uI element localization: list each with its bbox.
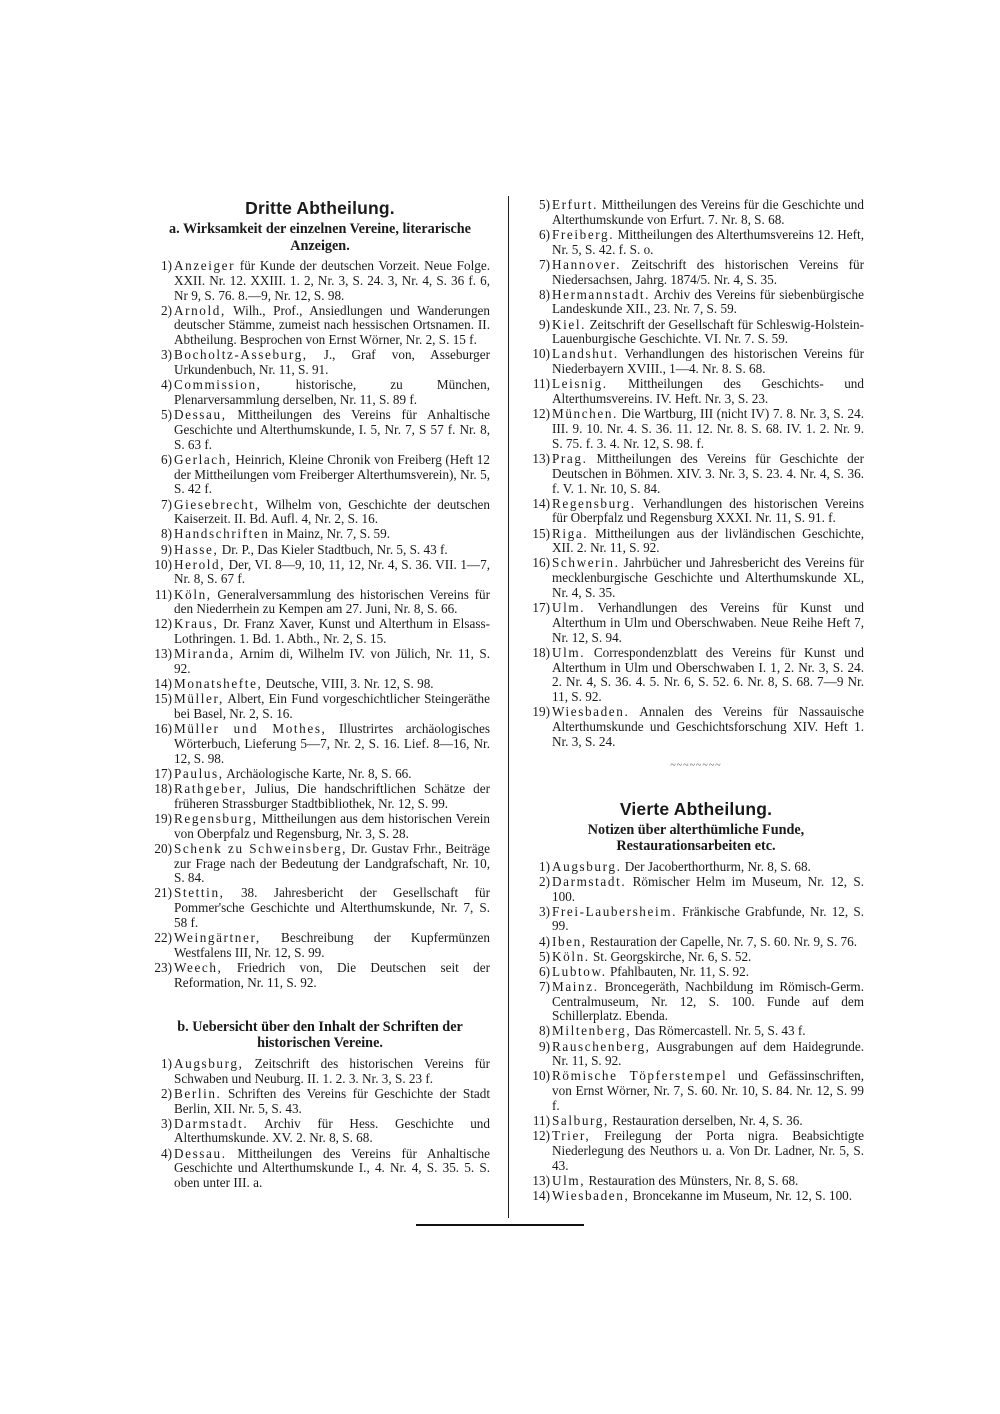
item-keyword: Miltenberg, bbox=[552, 1023, 632, 1039]
item-text: Deutsche, VIII, 3. Nr. 12, S. 98. bbox=[262, 676, 434, 692]
list-item bbox=[528, 950, 864, 965]
item-text: Freilegung der Porta nigra. Beabsichtigte Niederlegung des Neuthors u. a. Von Dr. Ladner, Nr. 5, S. 43. bbox=[552, 1128, 864, 1173]
item-number: 13) bbox=[532, 450, 550, 466]
item-keyword: Römische Töpferstempel bbox=[552, 1068, 728, 1084]
item-text: Ausgrabungen auf dem Haidegrunde. Nr. 11, S. 92. bbox=[552, 1038, 864, 1069]
item-keyword: Stettin, bbox=[174, 885, 225, 901]
item-keyword: Köln. bbox=[552, 948, 590, 964]
item-keyword: Ulm. bbox=[552, 644, 586, 660]
entry-list-b-continued bbox=[528, 198, 864, 750]
item-text: Zeitschrift des historischen Vereins für Schwaben und Neuburg. II. 1. 2. 3. Nr. 3, S. 23 f. bbox=[174, 1055, 490, 1086]
item-text: Restauration derselben, Nr. 4, S. 36. bbox=[608, 1113, 803, 1129]
item-keyword: Prag. bbox=[552, 450, 588, 466]
item-keyword: Köln, bbox=[174, 586, 212, 602]
list-item bbox=[150, 348, 490, 378]
item-number: 2) bbox=[539, 873, 550, 889]
list-item bbox=[528, 1040, 864, 1070]
item-keyword: Bocholtz-Asseburg, bbox=[174, 347, 308, 363]
item-number: 16) bbox=[154, 721, 172, 737]
ornament-divider: ~~~~~~~~ bbox=[670, 759, 722, 771]
list-item bbox=[528, 601, 864, 645]
item-text: Julius, Die handschriftlichen Schätze der früheren Strassburger Stadtbibliothek, Nr. 12, S. 99. bbox=[174, 780, 490, 811]
column-divider bbox=[508, 196, 509, 1218]
item-keyword: Iben, bbox=[552, 933, 587, 949]
item-keyword: Riga. bbox=[552, 525, 589, 541]
item-number: 13) bbox=[532, 1172, 550, 1188]
item-keyword: Weech, bbox=[174, 959, 223, 975]
list-item bbox=[528, 1069, 864, 1113]
item-text: Albert, Ein Fund vorgeschichtlicher Steingeräthe bei Basel, Nr. 2, S. 16. bbox=[174, 691, 490, 722]
item-text: 38. Jahresbericht der Gesellschaft für Pommer'sche Geschichte und Alterthumskunde, Nr. 7, S. 58 f. bbox=[174, 885, 490, 930]
subsection-a-text: Wirksamkeit der einzelnen Vereine, literarische Anzeigen. bbox=[182, 221, 471, 254]
list-item bbox=[528, 860, 864, 875]
item-keyword: Freiberg. bbox=[552, 226, 615, 242]
item-text: Der, VI. 8—9, 10, 11, 12, Nr. 4, S. 36. VII. 1—7, Nr. 8, S. 67 f. bbox=[174, 556, 490, 587]
item-keyword: Landshut. bbox=[552, 346, 619, 362]
item-text: Zeitschrift der Gesellschaft für Schleswig-Holstein-Lauenburgische Geschichte. VI. Nr. 7. S. 59. bbox=[552, 316, 864, 347]
item-number: 18) bbox=[532, 644, 550, 660]
item-text: und Gefässinschriften, von Ernst Wörner, Nr. 7, S. 60. Nr. 10, S. 84. Nr. 12, S. 99 f. bbox=[552, 1068, 864, 1114]
list-item bbox=[528, 965, 864, 980]
list-item bbox=[528, 288, 864, 318]
subsection-a-title bbox=[150, 221, 490, 254]
list-item bbox=[150, 782, 490, 812]
list-item bbox=[528, 905, 864, 935]
spacer bbox=[150, 991, 490, 1019]
item-number: 6) bbox=[161, 451, 172, 467]
item-keyword: Schwerin. bbox=[552, 555, 620, 571]
item-keyword: Müller, bbox=[174, 691, 224, 707]
list-item bbox=[528, 1129, 864, 1173]
item-number: 15) bbox=[154, 691, 172, 707]
item-number: 15) bbox=[532, 525, 550, 541]
item-keyword: Wiesbaden. bbox=[552, 704, 630, 720]
item-text: Arnim di, Wilhelm IV. von Jülich, Nr. 11, S. 92. bbox=[174, 646, 490, 677]
item-number: 3) bbox=[161, 1115, 172, 1131]
vierte-subtitle: Notizen über alterthümliche Funde, Restaurationsarbeiten etc. bbox=[587, 821, 805, 855]
item-number: 14) bbox=[532, 1188, 550, 1204]
item-keyword: Handschriften bbox=[174, 526, 270, 542]
item-number: 9) bbox=[539, 316, 550, 332]
list-item bbox=[150, 259, 490, 303]
list-item bbox=[528, 935, 864, 950]
item-keyword: Giesebrecht, bbox=[174, 496, 260, 512]
item-keyword: Weingärtner, bbox=[174, 930, 261, 946]
item-number: 17) bbox=[532, 600, 550, 616]
item-number: 10) bbox=[532, 346, 550, 362]
item-keyword: Monatshefte, bbox=[174, 676, 263, 692]
list-item bbox=[528, 705, 864, 749]
item-number: 6) bbox=[539, 963, 550, 979]
item-number: 7) bbox=[539, 978, 550, 994]
list-item bbox=[150, 1087, 490, 1117]
item-number: 12) bbox=[532, 406, 550, 422]
list-item bbox=[528, 407, 864, 451]
item-number: 10) bbox=[154, 556, 172, 572]
item-text: Archiv des Vereins für siebenbürgische Landeskunde XII., 23. Nr. 7, S. 59. bbox=[552, 286, 864, 317]
item-text: Mittheilungen des Alterthumsvereins 12. Heft, Nr. 5, S. 42. f. S. o. bbox=[552, 226, 864, 257]
item-keyword: Trier, bbox=[552, 1128, 591, 1144]
item-text: Mittheilungen aus dem historischen Verein von Oberpfalz und Regensburg, Nr. 3, S. 28. bbox=[174, 810, 490, 841]
item-number: 1) bbox=[161, 1055, 172, 1071]
list-item bbox=[528, 556, 864, 600]
item-keyword: Salburg, bbox=[552, 1113, 609, 1129]
item-number: 1) bbox=[161, 258, 172, 273]
list-item bbox=[150, 617, 490, 647]
item-keyword: Anzeiger bbox=[174, 258, 236, 273]
list-item bbox=[150, 304, 490, 348]
item-number: 5) bbox=[161, 407, 172, 423]
item-keyword: Schenk zu Schweinsberg, bbox=[174, 840, 348, 856]
list-item bbox=[150, 408, 490, 452]
item-keyword: Wiesbaden, bbox=[552, 1188, 630, 1204]
entry-list-b bbox=[150, 1057, 490, 1191]
item-text: für Kunde der deutschen Vorzeit. Neue Folge. XXII. Nr. 12. XXIII. 1. 2, Nr. 3, S. 24. 3, Nr. 4, S. 36 f. 6, Nr 9, S. 76. 8.—9, Nr. 12, S. 98. bbox=[174, 258, 490, 303]
subsection-a-letter: a. bbox=[169, 221, 180, 237]
list-item bbox=[528, 228, 864, 258]
item-text: Römischer Helm im Museum, Nr. 12, S. 100. bbox=[552, 873, 864, 904]
item-text: Verhandlungen des historischen Vereins für Niederbayern XVIII., 1—4. Nr. 8. S. 68. bbox=[552, 346, 864, 377]
item-keyword: Mainz. bbox=[552, 978, 599, 994]
item-text: Beschreibung der Kupfermünzen Westfalens III, Nr. 12, S. 99. bbox=[174, 930, 490, 960]
item-text: Verhandlungen des historischen Vereins für Oberpfalz und Regensburg XXXI. Nr. 11, S. 91. f. bbox=[552, 495, 864, 526]
item-number: 7) bbox=[539, 256, 550, 272]
list-item bbox=[528, 198, 864, 228]
item-number: 7) bbox=[161, 496, 172, 512]
item-keyword: Dessau. bbox=[174, 1145, 227, 1161]
list-item bbox=[528, 377, 864, 407]
item-text: historische, zu München, Plenarversammlung derselben, Nr. 11, S. 89 f. bbox=[174, 377, 490, 408]
item-keyword: Erfurt. bbox=[552, 197, 598, 212]
item-text: St. Georgskirche, Nr. 6, S. 52. bbox=[589, 948, 752, 964]
item-keyword: Rathgeber, bbox=[174, 780, 247, 796]
item-keyword: Rauschenberg, bbox=[552, 1038, 651, 1054]
item-number: 22) bbox=[154, 930, 172, 946]
item-keyword: Herold, bbox=[174, 556, 226, 572]
item-number: 16) bbox=[532, 555, 550, 571]
item-keyword: Frei-Laubersheim. bbox=[552, 903, 677, 919]
item-keyword: Paulus, bbox=[174, 765, 224, 781]
item-keyword: Müller und Mothes, bbox=[174, 721, 327, 737]
item-text: Fränkische Grabfunde, Nr. 12, S. 99. bbox=[552, 903, 864, 934]
item-text: Restauration des Münsters, Nr. 8, S. 68. bbox=[585, 1172, 799, 1188]
item-number: 8) bbox=[539, 286, 550, 302]
list-item bbox=[150, 931, 490, 961]
item-number: 11) bbox=[154, 586, 172, 602]
item-text: Wilh., Prof., Ansiedlungen und Wanderungen deutscher Stämme, zumeist nach hessischen Ortsnamen. II. Abtheilung. Besprochen von Ernst Wörner, Nr. 2, S. 15 f. bbox=[174, 302, 490, 348]
item-number: 13) bbox=[154, 646, 172, 662]
list-item bbox=[150, 1117, 490, 1147]
item-number: 4) bbox=[161, 377, 172, 393]
entry-list-a bbox=[150, 259, 490, 991]
list-item bbox=[528, 1114, 864, 1129]
item-keyword: Kiel. bbox=[552, 316, 587, 332]
list-item bbox=[150, 722, 490, 766]
item-keyword: Darmstadt. bbox=[174, 1115, 249, 1131]
item-keyword: Kraus, bbox=[174, 616, 219, 632]
item-text: Zeitschrift des historischen Vereins für Niedersachsen, Jahrg. 1874/5. Nr. 4, S. 35. bbox=[552, 256, 864, 287]
item-text: Mittheilungen des Vereins für Anhaltische Geschichte und Alterthumskunde I., 4. Nr. 4, S. 35. 5. S. oben unter III. a. bbox=[174, 1145, 490, 1191]
item-text: Archäologische Karte, Nr. 8, S. 66. bbox=[223, 765, 412, 781]
item-text: Broncekanne im Museum, Nr. 12, S. 100. bbox=[629, 1188, 853, 1204]
list-item bbox=[150, 677, 490, 692]
item-text: Annalen des Vereins für Nassauische Alterthumskunde und Geschichtsforschung XIV. Heft 1. Nr. 3, S. 24. bbox=[552, 704, 864, 749]
item-keyword: Leisnig. bbox=[552, 376, 608, 392]
item-keyword: Darmstadt. bbox=[552, 873, 627, 889]
list-item bbox=[528, 1174, 864, 1189]
item-number: 9) bbox=[539, 1038, 550, 1054]
item-number: 6) bbox=[539, 226, 550, 242]
item-text: Die Wartburg, III (nicht IV) 7. 8. Nr. 3, S. 24. III. 9. 10. Nr. 4. S. 36. 11. 12. Nr. 8. S. 68. IV. 1. 2. Nr. 9. S. 75. f. 3. 4. Nr. 12, S. 98. f. bbox=[552, 406, 864, 451]
item-keyword: Gerlach, bbox=[174, 451, 232, 467]
list-item bbox=[528, 875, 864, 905]
item-text: Broncegeräth, Nachbildung im Römisch-Germ. Centralmuseum, Nr. 12, S. 100. Funde auf dem Schillerplatz. Ebenda. bbox=[552, 978, 864, 1024]
list-item bbox=[150, 1147, 490, 1191]
list-item bbox=[150, 692, 490, 722]
item-number: 20) bbox=[154, 840, 172, 856]
list-item bbox=[150, 588, 490, 618]
item-number: 12) bbox=[154, 616, 172, 632]
item-number: 14) bbox=[154, 676, 172, 692]
list-item bbox=[150, 1057, 490, 1087]
item-text: J., Graf von, Asseburger Urkundenbuch, Nr. 11, S. 91. bbox=[174, 347, 490, 378]
item-number: 2) bbox=[161, 302, 172, 318]
item-text: Heinrich, Kleine Chronik von Freiberg (Heft 12 der Mittheilungen vom Freiberger Alterthumsverein), Nr. 5, S. 42 f. bbox=[174, 451, 490, 497]
item-number: 3) bbox=[539, 903, 550, 919]
list-item bbox=[528, 527, 864, 557]
item-keyword: Hermannstadt. bbox=[552, 286, 651, 302]
item-keyword: Dessau, bbox=[174, 407, 227, 423]
item-keyword: München. bbox=[552, 406, 618, 422]
list-item bbox=[528, 258, 864, 288]
end-rule bbox=[416, 1224, 584, 1226]
item-text: Mittheilungen des Vereins für Anhaltische Geschichte und Alterthumskunde, I. 5, Nr. 7, S 57 f. Nr. 8, S. 63 f. bbox=[174, 407, 490, 452]
item-keyword: Ulm. bbox=[552, 600, 586, 616]
item-number: 21) bbox=[154, 885, 172, 901]
item-keyword: Regensburg. bbox=[552, 495, 636, 511]
item-number: 18) bbox=[154, 780, 172, 796]
item-number: 8) bbox=[161, 526, 172, 542]
list-item bbox=[150, 767, 490, 782]
item-text: Friedrich von, Die Deutschen seit der Reformation, Nr. 11, S. 92. bbox=[174, 959, 490, 990]
item-text: Dr. Gustav Frhr., Beiträge zur Frage nach der Bedeutung der Landgrafschaft, Nr. 10, S. 84. bbox=[174, 840, 491, 886]
item-text: Verhandlungen des Vereins für Kunst und Alterthum in Ulm und Oberschwaben. Neue Reihe Heft 7, Nr. 12, S. 94. bbox=[552, 600, 864, 645]
item-number: 9) bbox=[161, 541, 172, 557]
item-number: 2) bbox=[161, 1085, 172, 1101]
item-number: 23) bbox=[154, 959, 172, 975]
item-number: 4) bbox=[161, 1145, 172, 1161]
item-number: 19) bbox=[154, 810, 172, 826]
item-text: in Mainz, Nr. 7, S. 59. bbox=[269, 526, 391, 542]
section-heading-dritte: Dritte Abtheilung. bbox=[245, 198, 395, 218]
list-item bbox=[528, 1189, 864, 1204]
item-keyword: Arnold, bbox=[174, 302, 226, 318]
list-item bbox=[150, 961, 490, 991]
subsection-b-text: Uebersicht über den Inhalt der Schriften der historischen Vereine. bbox=[192, 1018, 463, 1052]
item-text: Der Jacoberthorthurm, Nr. 8, S. 68. bbox=[621, 858, 811, 874]
item-text: Generalversammlung des historischen Vereins für den Niederrhein zu Kempen am 27. Juni, Nr. 8, S. 66. bbox=[174, 586, 490, 617]
item-number: 3) bbox=[161, 347, 172, 363]
list-item bbox=[150, 558, 490, 588]
list-item bbox=[528, 452, 864, 496]
item-text: Mittheilungen des Geschichts- und Alterthumsvereins. IV. Heft. Nr. 3, S. 23. bbox=[552, 376, 864, 407]
item-text: Illustrirtes archäologisches Wörterbuch, Lieferung 5—7, Nr. 2, S. 16. Lief. 8—16, Nr. 12, S. 98. bbox=[174, 721, 490, 766]
item-text: Schriften des Vereins für Geschichte der Stadt Berlin, XII. Nr. 5, S. 43. bbox=[174, 1085, 490, 1116]
item-keyword: Miranda, bbox=[174, 646, 235, 662]
item-keyword: Augsburg, bbox=[174, 1055, 244, 1071]
item-text: Pfahlbauten, Nr. 11, S. 92. bbox=[606, 963, 750, 979]
item-number: 11) bbox=[532, 376, 550, 392]
item-keyword: Lubtow. bbox=[552, 963, 607, 979]
item-text: Das Römercastell. Nr. 5, S. 43 f. bbox=[631, 1023, 806, 1039]
list-item bbox=[528, 497, 864, 527]
list-item bbox=[150, 812, 490, 842]
item-text: Dr. Franz Xaver, Kunst und Alterthum in Elsass-Lothringen. 1. Bd. 1. Abth., Nr. 2, S. 15. bbox=[174, 616, 490, 647]
section-heading-vierte: Vierte Abtheilung. bbox=[619, 798, 773, 819]
item-number: 8) bbox=[539, 1023, 550, 1039]
item-text: Correspondenzblatt des Vereins für Kunst und Alterthum in Ulm und Oberschwaben I. 1, 2. Nr. 3, S. 24. 2. Nr. 4, S. 36. 4. 5. Nr. 6, S. 52. 6. Nr. 8, S. 68. 7—9 Nr. 11, S. 92. bbox=[552, 644, 864, 705]
list-item bbox=[528, 646, 864, 705]
item-text: Dr. P., Das Kieler Stadtbuch, Nr. 5, S. 43 f. bbox=[218, 541, 448, 557]
item-number: 4) bbox=[539, 933, 550, 949]
list-item bbox=[150, 543, 490, 558]
list-item bbox=[150, 453, 490, 497]
item-number: 1) bbox=[539, 858, 550, 874]
list-item bbox=[150, 842, 490, 886]
list-item bbox=[528, 980, 864, 1024]
item-number: 5) bbox=[539, 948, 550, 964]
list-item bbox=[150, 527, 490, 542]
list-item bbox=[150, 647, 490, 677]
item-keyword: Regensburg, bbox=[174, 810, 258, 826]
item-text: Mittheilungen des Vereins für Geschichte der Deutschen in Böhmen. XIV. 3. Nr. 3, S. 23. 4. Nr. 4, S. 36. f. V. 1. Nr. 10, S. 84. bbox=[552, 450, 864, 496]
item-keyword: Hannover. bbox=[552, 256, 621, 272]
item-text: Mittheilungen aus der livländischen Geschichte, XII. 2. Nr. 11, S. 92. bbox=[552, 525, 864, 556]
item-text: Jahrbücher und Jahresbericht des Vereins für mecklenburgische Geschichte und Alterthumskunde XL, Nr. 4, S. 35. bbox=[552, 555, 864, 600]
item-number: 10) bbox=[532, 1068, 550, 1084]
left-column bbox=[150, 198, 490, 1191]
item-keyword: Augsburg. bbox=[552, 858, 622, 874]
item-keyword: Commission, bbox=[174, 377, 262, 393]
item-text: Wilhelm von, Geschichte der deutschen Kaiserzeit. II. Bd. Aufl. 4, Nr. 2, S. 16. bbox=[174, 496, 490, 527]
list-item bbox=[528, 318, 864, 348]
list-item bbox=[528, 1024, 864, 1039]
list-item bbox=[150, 378, 490, 408]
item-text: Mittheilungen des Vereins für die Geschichte und Alterthumskunde von Erfurt. 7. Nr. 8, S. 68. bbox=[552, 197, 864, 227]
item-number: 5) bbox=[539, 197, 550, 212]
item-number: 12) bbox=[532, 1128, 550, 1144]
item-keyword: Berlin. bbox=[174, 1085, 222, 1101]
entry-list-vierte bbox=[528, 860, 864, 1204]
item-number: 19) bbox=[532, 704, 550, 720]
right-column bbox=[528, 198, 864, 1204]
list-item bbox=[528, 347, 864, 377]
list-item bbox=[150, 886, 490, 930]
item-keyword: Hasse, bbox=[174, 541, 219, 557]
subsection-b-letter: b. bbox=[177, 1018, 189, 1035]
subsection-b-title bbox=[150, 1019, 490, 1052]
list-item bbox=[150, 498, 490, 528]
item-number: 14) bbox=[532, 495, 550, 511]
item-number: 11) bbox=[532, 1113, 550, 1129]
item-text: Restauration der Capelle, Nr. 7, S. 60. Nr. 9, S. 76. bbox=[586, 933, 858, 949]
item-text: Archiv für Hess. Geschichte und Alterthumskunde. XV. 2. Nr. 8, S. 68. bbox=[174, 1115, 490, 1146]
item-keyword: Ulm, bbox=[552, 1172, 586, 1188]
item-number: 17) bbox=[154, 765, 172, 781]
